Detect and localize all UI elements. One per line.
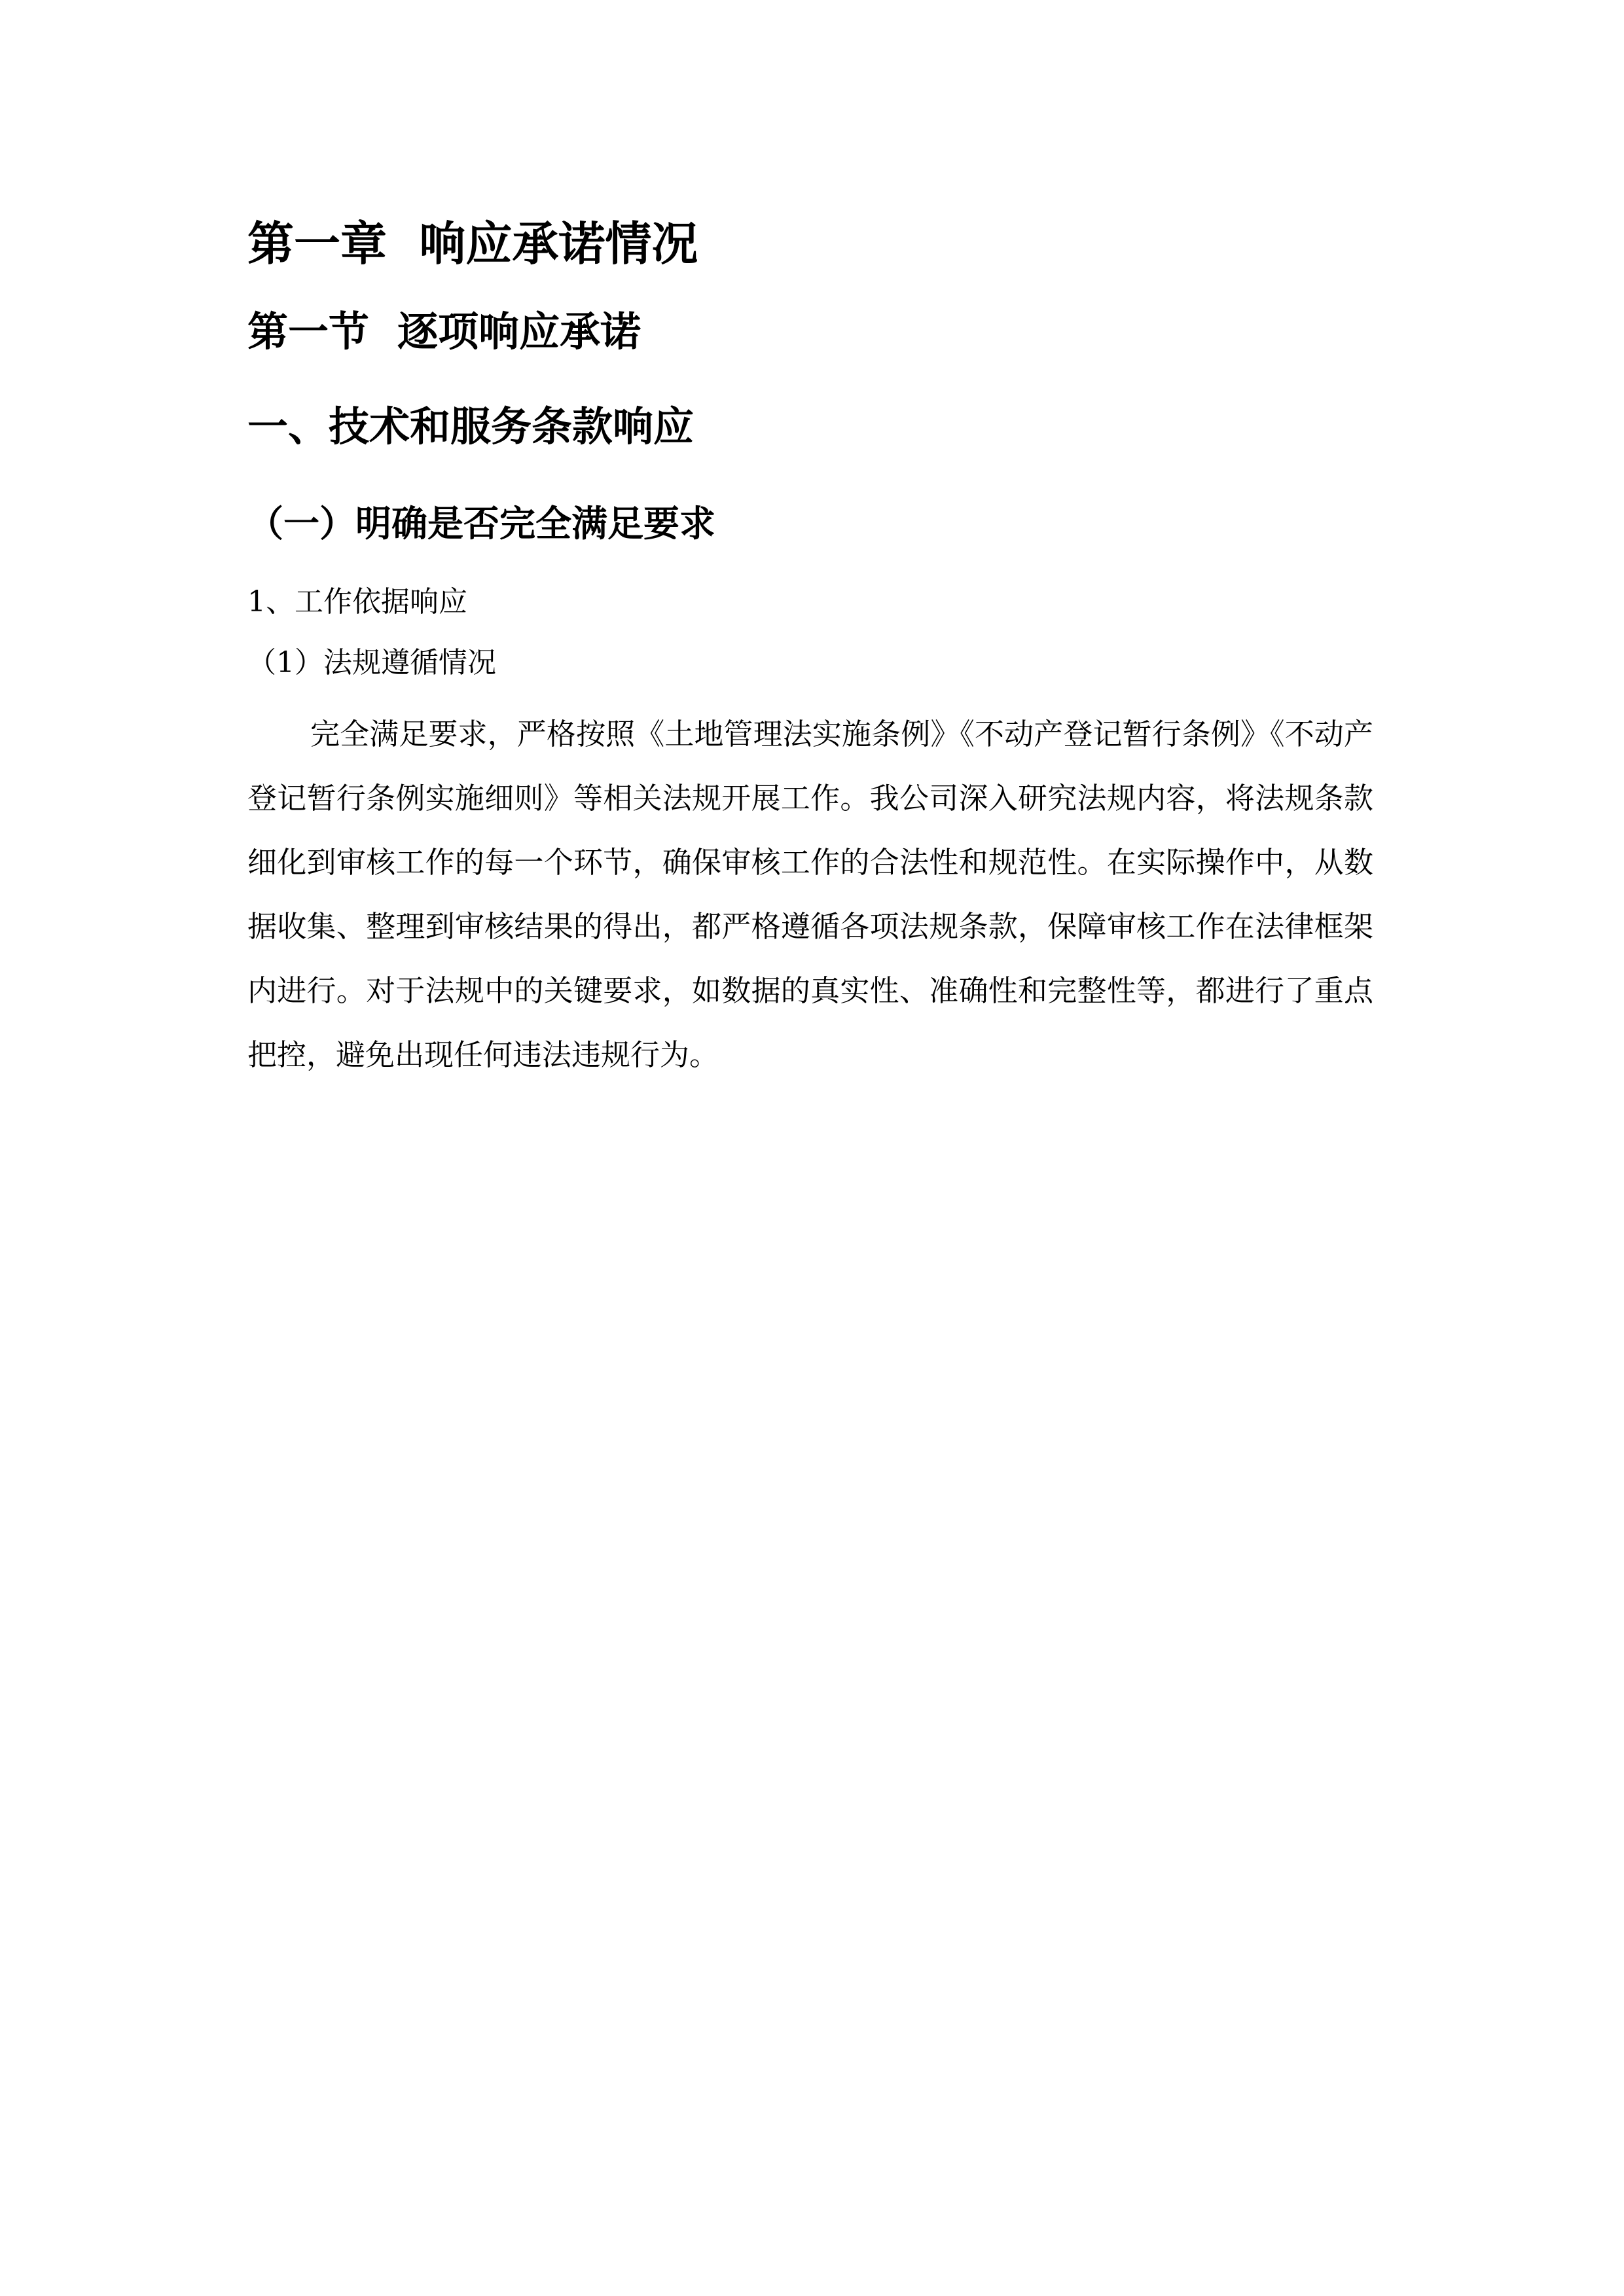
- item-title: （一）明确是否完全满足要求: [247, 502, 716, 545]
- section-title: 第一节 逐项响应承诺: [247, 308, 641, 355]
- subpoint-title: （1）法规遵循情况: [247, 646, 496, 679]
- point-title: 1、工作依据响应: [247, 585, 467, 619]
- body-paragraph: 完全满足要求，严格按照《土地管理法实施条例》《不动产登记暂行条例》《不动产登记暂行条例实施细则》等相关法规开展工作。我公司深入研究法规内容，将法规条款细化到审核工作的每一个环节，确保审核工作的合法性和规范性。在实际操作中，从数据收集、整理到审核结果的得出，都严格遵循各项法规条款，保障审核工作在法律框架内进行。对于法规中的关键要求，如数据的真实性、准确性和完整性等，都进行了重点把控，避免出现任何违法违规行为。: [247, 717, 1373, 1072]
- document-content: [247, 213, 1377, 1087]
- subsection-title: 一、技术和服务条款响应: [247, 403, 695, 450]
- chapter-title: 第一章 响应承诺情况: [247, 217, 698, 271]
